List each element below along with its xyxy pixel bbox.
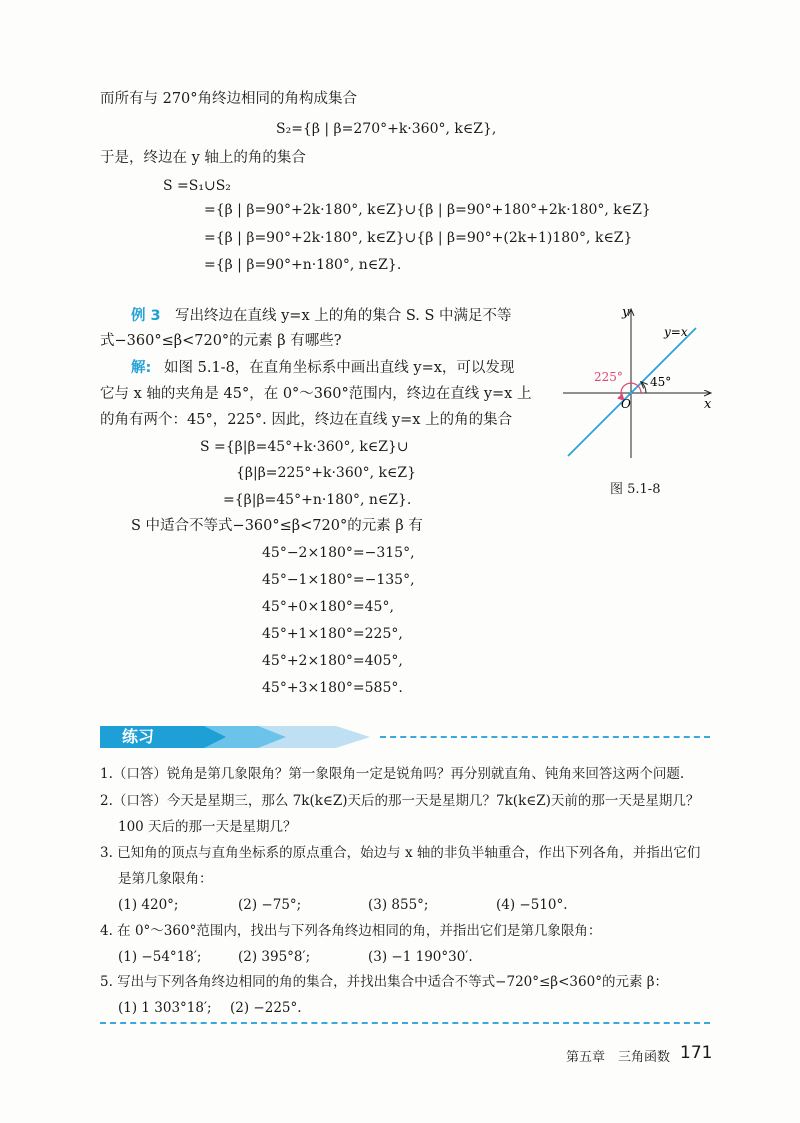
calc-line: 45°+3×180°=585°. bbox=[262, 680, 403, 696]
equation-s2: S₂={β | β=270°+k·360°, k∈Z}, bbox=[276, 121, 497, 137]
page-number: 171 bbox=[680, 1043, 713, 1063]
exercise-3-part: (4) −510°. bbox=[496, 897, 568, 913]
exercise-4-part: (3) −1 190°30′. bbox=[368, 949, 473, 965]
calc-line: 45°−1×180°=−135°, bbox=[262, 572, 415, 588]
origin-label: O bbox=[621, 397, 631, 411]
line-y-equals-x bbox=[568, 328, 696, 456]
figure-coordinate-plane bbox=[558, 298, 728, 498]
x-axis-label: x bbox=[704, 397, 712, 412]
divider bbox=[380, 736, 710, 738]
exercise-3-cont: 是第几象限角： bbox=[118, 871, 213, 887]
practice-title: 练习 bbox=[122, 727, 155, 746]
exercise-3-part: (2) −75°; bbox=[238, 897, 302, 913]
solution-equation: S ={β|β=45°+k·360°, k∈Z}∪ bbox=[200, 439, 409, 455]
line-label: y=x bbox=[664, 325, 688, 339]
solution-label: 解: bbox=[131, 360, 152, 376]
solution-text: 如图 5.1-8，在直角坐标系中画出直线 y=x，可以发现 bbox=[164, 360, 515, 376]
text-line: 而所有与 270°角终边相同的角构成集合 bbox=[100, 91, 358, 107]
calc-line: 45°+1×180°=225°, bbox=[262, 626, 403, 642]
y-axis-label: y bbox=[622, 305, 630, 320]
exercise-1: 1.（口答）锐角是第几象限角？第一象限角一定是锐角吗？再分别就直角、钝角来回答这两个问题. bbox=[100, 766, 685, 782]
equation-s: S =S₁∪S₂ bbox=[163, 178, 231, 194]
example-question: 式−360°≤β<720°的元素 β 有哪些? bbox=[100, 333, 342, 349]
figure-caption: 图 5.1-8 bbox=[610, 482, 661, 497]
solution-text: 的角有两个：45°，225°. 因此，终边在直线 y=x 上的角的集合 bbox=[100, 412, 513, 428]
calc-line: 45°+0×180°=45°, bbox=[262, 599, 394, 615]
divider bbox=[100, 1022, 710, 1024]
exercise-2-cont: 100 天后的那一天是星期几？ bbox=[118, 819, 297, 835]
exercise-5-part: (2) −225°. bbox=[230, 1000, 302, 1016]
text-line: 于是，终边在 y 轴上的角的集合 bbox=[100, 150, 306, 166]
solution-equation: {β|β=225°+k·360°, k∈Z} bbox=[236, 465, 417, 481]
calc-line: 45°−2×180°=−315°, bbox=[262, 545, 415, 561]
angle-label-225: 225° bbox=[594, 370, 623, 384]
solution-equation: ={β|β=45°+n·180°, n∈Z}. bbox=[223, 492, 412, 508]
angle-arc-45 bbox=[642, 382, 646, 393]
exercise-3-part: (1) 420°; bbox=[118, 897, 179, 913]
example-number: 例 3 bbox=[131, 308, 161, 324]
equation-line: ={β | β=90°+2k·180°, k∈Z}∪{β | β=90°+180°+2k·180°, k∈Z} bbox=[204, 202, 651, 218]
solution-text: S 中适合不等式−360°≤β<720°的元素 β 有 bbox=[131, 518, 423, 534]
equation-line: ={β | β=90°+n·180°, n∈Z}. bbox=[204, 257, 402, 273]
exercise-4-part: (2) 395°8′; bbox=[238, 949, 311, 965]
exercise-2: 2.（口答）今天是星期三，那么 7k(k∈Z)天后的那一天是星期几？7k(k∈Z)天前的那一天是星期几？ bbox=[100, 793, 700, 809]
exercise-3: 3. 已知角的顶点与直角坐标系的原点重合，始边与 x 轴的非负半轴重合，作出下列各角，并指出它们 bbox=[100, 845, 701, 861]
exercise-4: 4. 在 0°～360°范围内，找出与下列各角终边相同的角，并指出它们是第几象限角： bbox=[100, 923, 602, 939]
example-label bbox=[131, 306, 161, 326]
exercise-5: 5. 写出与下列各角终边相同的角的集合，并找出集合中适合不等式−720°≤β<360°的元素 β： bbox=[100, 974, 669, 990]
exercise-3-part: (3) 855°; bbox=[368, 897, 429, 913]
angle-label-45: 45° bbox=[650, 375, 672, 389]
chapter-label: 第五章 三角函数 bbox=[566, 1050, 671, 1065]
equation-line: ={β | β=90°+2k·180°, k∈Z}∪{β | β=90°+(2k+1)180°, k∈Z} bbox=[204, 230, 633, 246]
example-question: 写出终边在直线 y=x 上的角的集合 S. S 中满足不等 bbox=[175, 308, 512, 324]
exercise-5-part: (1) 1 303°18′; bbox=[118, 1000, 212, 1016]
solution-text: 它与 x 轴的夹角是 45°，在 0°～360°范围内，终边在直线 y=x 上 bbox=[100, 386, 532, 402]
calc-line: 45°+2×180°=405°, bbox=[262, 653, 403, 669]
exercise-4-part: (1) −54°18′; bbox=[118, 949, 202, 965]
